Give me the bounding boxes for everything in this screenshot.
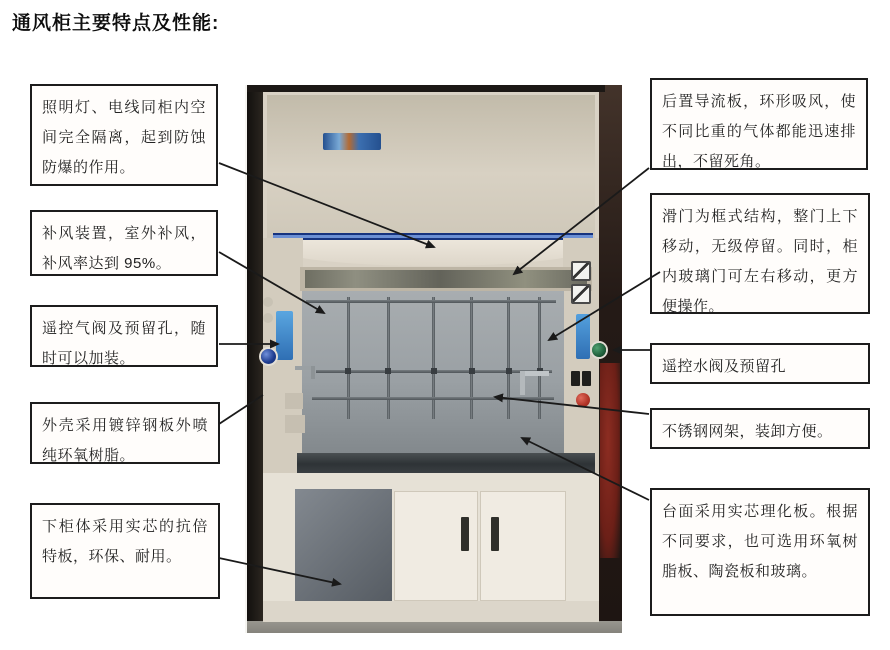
rack-rod-vertical (470, 297, 473, 419)
rack-rod-vertical (347, 297, 350, 419)
page-title: 通风柜主要特点及性能: (12, 13, 220, 34)
meter-gauge-icon (571, 261, 591, 281)
photo-top-frame (247, 85, 605, 92)
callout-rear-baffle: 后置导流板，环形吸风，使不同比重的气体都能迅速排出，不留死角。 (650, 78, 868, 170)
left-port-cap (263, 313, 273, 323)
green-valve-knob (592, 343, 606, 357)
rack-rod-vertical (507, 297, 510, 419)
left-blue-label (276, 311, 293, 360)
power-switch (582, 371, 591, 386)
callout-sliding-door: 滑门为框式结构，整门上下移动，无级停留。同时，柜内玻璃门可左右移动，更方便操作。 (650, 193, 870, 314)
callout-lighting-isolation: 照明灯、电线同柜内空间完全隔离，起到防蚀防爆的作用。 (30, 84, 218, 186)
left-panel-plate (285, 393, 303, 409)
rack-rod-vertical (432, 297, 435, 419)
worktop-surface (297, 453, 595, 473)
power-switch (571, 371, 580, 386)
callout-shell-material: 外壳采用镀锌钢板外喷纯环氧树脂。 (30, 402, 220, 464)
rack-rod-vertical (387, 297, 390, 419)
open-bay (295, 489, 392, 601)
rack-rod-vertical (538, 297, 541, 419)
rack-rod-horizontal (316, 370, 552, 373)
rack-joints (345, 368, 351, 374)
sash-glass (305, 270, 587, 288)
red-valve-knob (576, 393, 590, 407)
callout-remote-water-valve: 遥控水阀及预留孔 (650, 343, 870, 384)
upper-fascia-panel (267, 95, 595, 238)
left-port-cap (263, 297, 273, 307)
callout-lower-cabinet: 下柜体采用实芯的抗倍特板，环保、耐用。 (30, 503, 220, 599)
callout-stainless-rack: 不锈钢网架，装卸方便。 (650, 408, 870, 449)
callout-worktop-material: 台面采用实芯理化板。根据不同要求，也可选用环氧树脂板、陶瓷板和玻璃。 (650, 488, 870, 616)
water-faucet-spout (311, 366, 315, 379)
left-panel-plate (285, 415, 305, 433)
blue-stripe (273, 233, 593, 240)
callout-air-supply: 补风装置，室外补风，补风率达到 95%。 (30, 210, 218, 276)
photo-red-background-blob (600, 363, 620, 558)
brand-logo-sticker (323, 133, 381, 150)
rack-rod-horizontal (312, 397, 554, 400)
fume-hood-photo (245, 85, 622, 633)
right-blue-label (576, 314, 590, 359)
floor-strip (247, 621, 622, 633)
plinth (263, 601, 599, 622)
blue-valve-knob (261, 349, 276, 364)
door-handle-slot (491, 517, 499, 551)
rack-rod-horizontal (306, 300, 556, 303)
door-handle-slot (461, 517, 469, 551)
gas-pipe-drop (520, 371, 525, 395)
callout-remote-gas-valve: 遥控气阀及预留孔，随时可以加装。 (30, 305, 218, 367)
meter-gauge-icon (571, 284, 591, 304)
